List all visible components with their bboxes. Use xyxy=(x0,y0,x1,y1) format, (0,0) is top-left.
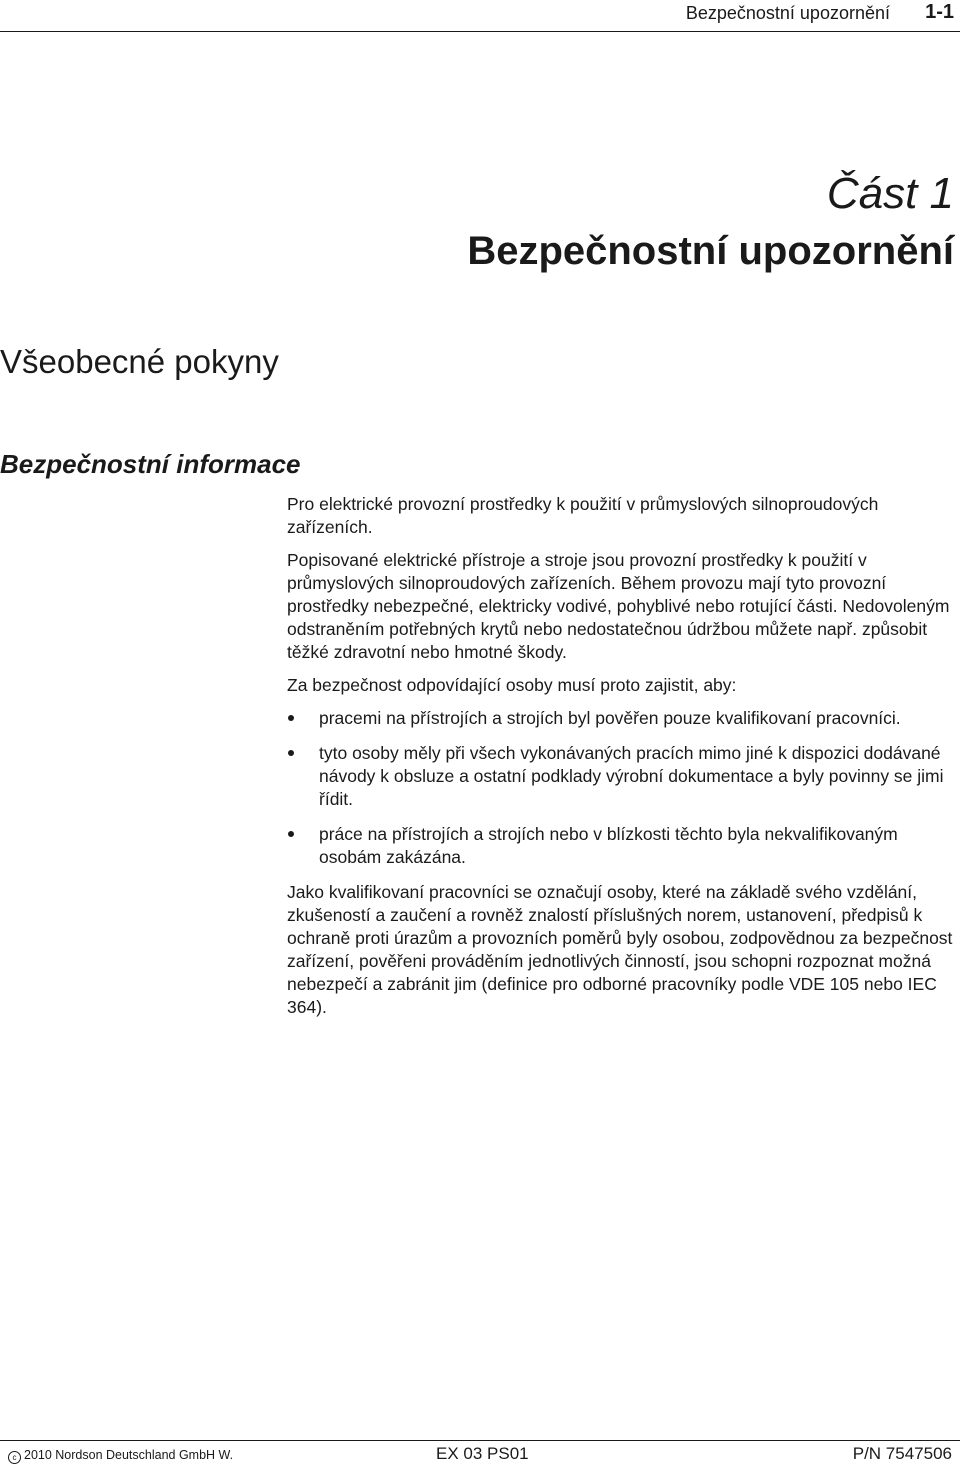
paragraph-responsibility: Za bezpečnost odpovídající osoby musí proto zajistit, aby: xyxy=(287,675,737,695)
header-title: Bezpečnostní upozornění xyxy=(685,3,890,23)
chapter-title: Bezpečnostní upozornění xyxy=(467,229,954,273)
list-item-text: práce na přístrojích a strojích nebo v blízkosti těchto byla nekvalifikovaným osobám zakázána. xyxy=(319,824,898,867)
paragraph-qualified-personnel: Jako kvalifikovaní pracovníci se označují osoby, které na základě svého vzdělání, zkušeností a zaučení a rovněž znalostí příslušných norem, ustanovení, předpisů k ochraně proti úrazům a provozních poměrů byly osobou, zodpovědnou za bezpečnost zařízení, pověřeni prováděním jednotlivých činností, jsou schopni rozpoznat možná nebezpečí a zabránit jim (definice pro odborné pracovníky podle VDE 105 nebo IEC 364). xyxy=(287,882,953,1017)
paragraph-description: Popisované elektrické přístroje a stroje jsou provozní prostředky k použití v průmyslových silnoproudových zařízeních. Během provozu mají tyto provozní prostředky nebezpečné, elektricky vodivé, pohyblivé nebo rotující části. Nedovoleným odstraněním potřebných krytů nebo nedostatečnou údržbou můžete např. způsobit těžké zdravotní nebo hmotné škody. xyxy=(287,550,950,662)
footer-doc-number: EX 03 PS01 xyxy=(436,1444,529,1463)
chapter-label: Část 1 xyxy=(826,169,954,218)
copyright-icon: c xyxy=(8,1451,21,1464)
running-header xyxy=(0,0,960,32)
body-text xyxy=(287,493,955,1029)
subsection-title: Bezpečnostní informace xyxy=(0,449,301,479)
list-item xyxy=(287,742,955,811)
footer-copyright xyxy=(8,1447,233,1464)
list-item xyxy=(287,823,955,869)
list-item xyxy=(287,707,955,730)
list-item-text: pracemi na přístrojích a strojích byl pověřen pouze kvalifikovaní pracovníci. xyxy=(319,708,901,728)
section-title: Všeobecné pokyny xyxy=(0,343,279,380)
footer-part-number: P/N 7547506 xyxy=(852,1444,952,1463)
running-footer xyxy=(0,1440,960,1465)
header-page-number: 1-1 xyxy=(925,1,954,23)
copyright-text: 2010 Nordson Deutschland GmbH W. xyxy=(24,1448,234,1462)
paragraph-intro: Pro elektrické provozní prostředky k použití v průmyslových silnoproudových zařízeních. xyxy=(287,494,879,537)
bullet-list xyxy=(287,707,955,869)
list-item-text: tyto osoby měly při všech vykonávaných pracích mimo jiné k dispozici dodávané návody k obsluze a ostatní podklady výrobní dokumentace a byly povinny se jimi řídit. xyxy=(319,743,944,809)
